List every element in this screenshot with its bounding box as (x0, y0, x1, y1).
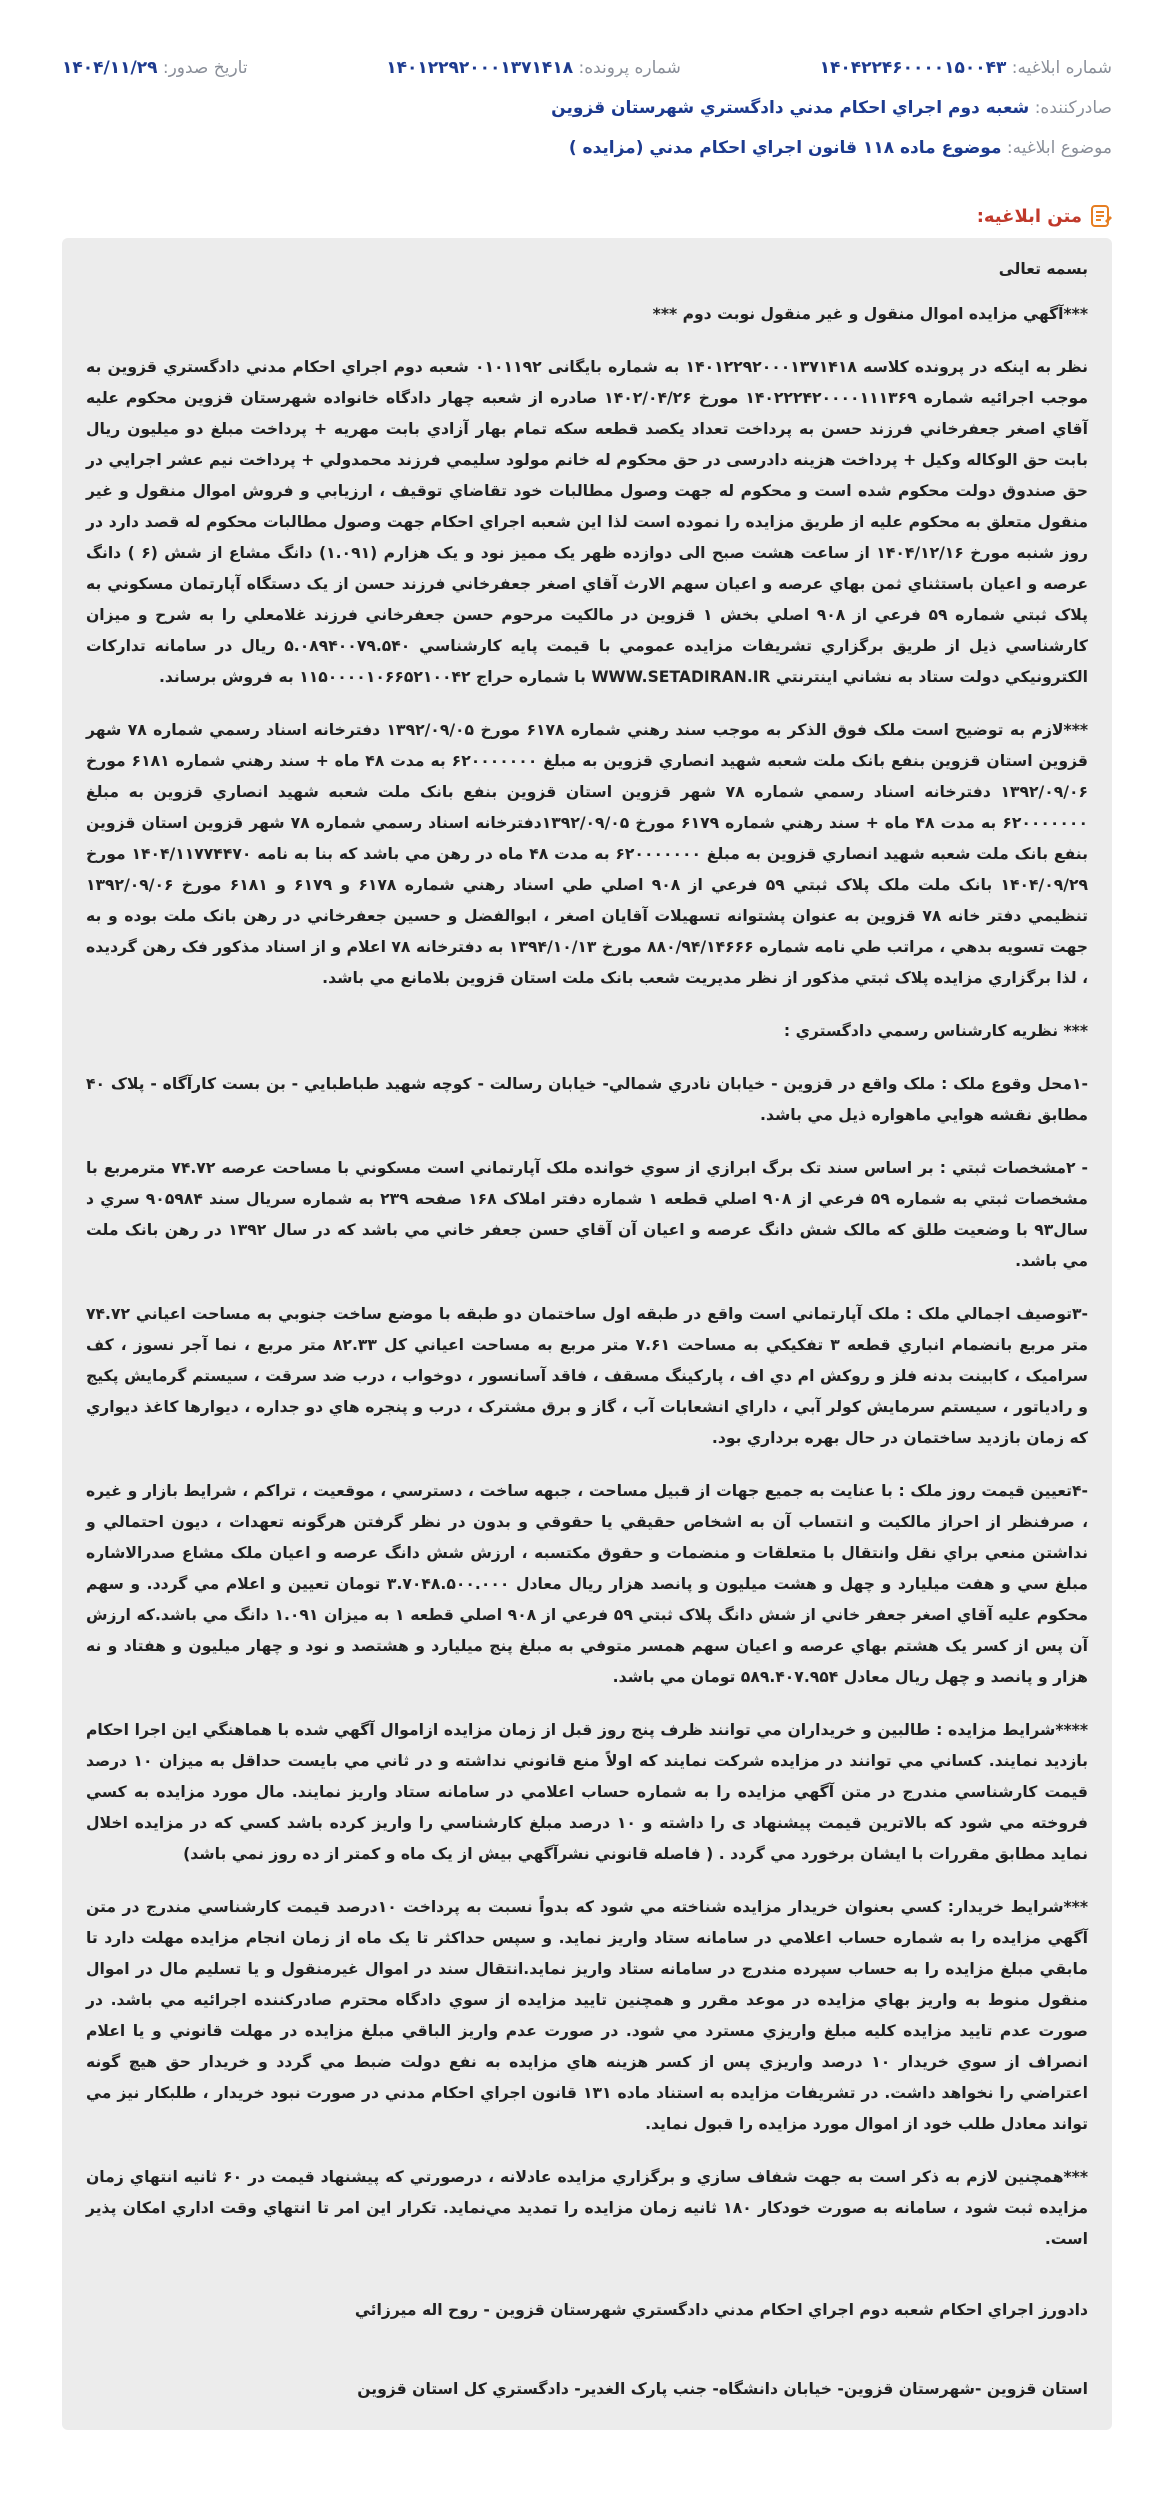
notice-paragraph: ***آگهي مزايده اموال منقول و غير منقول نوبت دوم *** (652, 305, 1088, 323)
notice-paragraph: ***لازم به توضيح است ملک فوق الذکر به موجب سند رهني شماره ۶۱۷۸ مورخ ۱۳۹۲/۰۹/۰۵ دفترخانه اسناد رسمي شماره ۷۸ شهر قزوين استان قزوين بنفع بانک ملت شعبه شهيد انصاري قزوين به مبلغ ۶۲۰۰۰۰۰۰۰ به مدت ۴۸ ماه + سند رهني شماره ۶۱۸۱ مورخ ۱۳۹۲/۰۹/۰۶ دفترخانه اسناد رسمي شماره ۷۸ شهر قزوين استان قزوين بنفع بانک ملت شعبه شهيد انصاري قزوين به مبلغ ۶۲۰۰۰۰۰۰۰ به مدت ۴۸ ماه + سند رهني شماره ۶۱۷۹ مورخ ۱۳۹۲/۰۹/۰۵دفترخانه اسناد رسمي شماره ۷۸ شهر قزوين استان قزوين بنفع بانک ملت شعبه شهيد انصاري قزوين به مبلغ ۶۲۰۰۰۰۰۰۰ به مدت ۴۸ ماه در رهن مي باشد که بنا به نامه ۱۴۰۴/۱۱۷۷۴۴۷۰ مورخ ۱۴۰۴/۰۹/۲۹ بانک ملت ملک پلاک ثبتي ۵۹ فرعي از ۹۰۸ اصلي طي اسناد رهني شماره ۶۱۷۸ و ۶۱۷۹ و ۶۱۸۱ مورخ ۱۳۹۲/۰۹/۰۶ تنظيمي دفتر خانه ۷۸ قزوين به عنوان پشتوانه تسهيلات آقايان اصغر ، ابوالفضل و حسين جعفرخاني در رهن بانک ملت بوده و به جهت تسويه بدهي ، مراتب طي نامه شماره ۸۸۰/۹۴/۱۴۶۶۶ مورخ ۱۳۹۴/۱۰/۱۳ به دفترخانه ۷۸ اعلام و از اسناد مذكور فک رهن گرديده ، لذا برگزاري مزايده پلاک ثبتي مذکور از نظر مديريت شعب بانک ملت استان قزوين بلامانع مي باشد. (86, 721, 1089, 987)
notice-paragraph: بسمه تعالی (998, 260, 1088, 278)
notice-paragraph: ***شرايط خريدار: كسي بعنوان خريدار مزايده شناخته مي شود كه بدواً نسبت به پرداخت ۱۰درصد قيمت كارشناسي مندرج در متن آگهي مزايده را به شماره حساب اعلامي در سامانه ستاد واريز نمايد. و سپس حداكثر تا يک ماه از زمان انجام مزايده مهلت دارد تا مابقي مبلغ مزايده را به حساب سپرده مندرج در سامانه ستاد واريز نمايد.انتقال سند در اموال غيرمنقول و يا تسليم مال در اموال منقول منوط به واريز بهاي مزايده در موعد مقرر و همچنين تاييد مزايده از سوي دادگاه محترم صادركننده اجرائيه مي باشد. در صورت عدم تاييد مزايده كليه مبلغ واريزي مسترد مي شود. در صورت عدم واريز الباقي مبلغ مزايده در مهلت قانوني و يا اعلام انصراف از سوي خريدار ۱۰ درصد واريزي پس از كسر هزينه هاي مزايده به نفع دولت ضبط مي گردد و خريدار حق هيچ گونه اعتراضي را نخواهد داشت. در تشريفات مزايده به استناد ماده ۱۳۱ قانون اجراي احكام مدني در صورت نبود خريدار ، طلبكار نيز مي تواند معادل طلب خود از اموال مورد مزايده را قبول نمايد. (86, 1898, 1089, 2133)
document-text-icon (1090, 204, 1112, 228)
notice-number-label: شماره ابلاغیه: (1011, 58, 1112, 78)
case-number-label: شماره پرونده: (578, 58, 681, 78)
subject (569, 138, 1112, 158)
meta-row-subject (62, 138, 1112, 178)
notice-heading (62, 204, 1112, 228)
case-number-value: ۱۴۰۱۲۲۹۲۰۰۰۱۳۷۱۴۱۸ (386, 58, 574, 78)
notice-paragraph: - ۲مشخصات ثبتي : بر اساس سند تک برگ ابرازي از سوي خوانده ملک آپارتماني است مسكوني با مساحت عرصه ۷۴.۷۲ مترمربع با مشخصات ثبتي به شماره ۵۹ فرعي از ۹۰۸ اصلي قطعه ۱ شماره دفتر املاک ۱۶۸ صفحه ۲۳۹ به شماره سريال سند ۹۰۵۹۸۴ سري د سال۹۳ با وضعيت طلق كه مالک شش دانگ عرصه و اعيان آن آقاي حسن جعفر خاني مي باشد كه در سال ۱۳۹۲ در رهن بانک ملت مي باشد. (86, 1159, 1089, 1270)
meta-row-issuer (62, 98, 1112, 138)
case-number (386, 58, 681, 78)
notice-number-value: ۱۴۰۴۲۲۴۶۰۰۰۰۱۵۰۰۴۳ (819, 58, 1007, 78)
notice-meta (62, 0, 1112, 178)
issue-date (62, 58, 248, 78)
notice-heading-label: متن ابلاغیه: (976, 205, 1082, 227)
notice-signature: دادورز اجراي احكام شعبه دوم اجراي احكام مدني دادگستري شهرستان قزوين - روح اله ميرزائي (354, 2301, 1088, 2319)
notice-paragraph: -۱محل وقوع ملک : ملک واقع در قزوين - خيابان نادري شمالي- خيابان رسالت - كوچه شهيد طباطبايي - بن بست كارآگاه - پلاک ۴۰ مطابق نقشه هوايي ماهواره ذيل مي باشد. (86, 1075, 1088, 1124)
notice-address: استان قزوين -شهرستان قزوين- خيابان دانشگاه- جنب پارک الغدير- دادگستري كل استان قزوين (357, 2380, 1088, 2398)
notice-paragraph: ****شرايط مزايده : طالبين و خريداران مي توانند ظرف پنج روز قبل از زمان مزايده ازاموال آگهي شده با هماهنگي اين اجرا احكام بازديد نمايند. كساني مي توانند در مزايده شركت نمايند كه اولاً منع قانوني نداشته و در ثاني مي بايست حداقل به ميزان ۱۰ درصد قيمت كارشناسي مندرج در متن آگهي مزايده را به شماره حساب اعلامي در سامانه ستاد واريز نمايند. مال مورد مزايده به كسي فروخته مي شود كه بالاترين قيمت پيشنهاد ی را داشته و ۱۰ درصد مبلغ كارشناسي را واريز كرده باشد كسي كه در مزايده اخلال نمايد مطابق مقررات با ايشان برخورد مي گردد . ( فاصله قانوني نشرآگهي بيش از يک ماه و كمتر از ده روز نمي باشد) (86, 1721, 1089, 1863)
notice-number (820, 58, 1112, 78)
notice-body (62, 238, 1112, 2430)
issue-date-value: ۱۴۰۴/۱۱/۲۹ (62, 58, 158, 78)
issue-date-label: تاریخ صدور: (162, 58, 248, 78)
notice-paragraph: -۳توصيف اجمالي ملک : ملک آپارتماني است واقع در طبقه اول ساختمان دو طبقه با موضع ساخت جنوبي به مساحت اعياني ۷۴.۷۲ متر مربع بانضمام انباري قطعه ۳ تفكيكي به مساحت ۷.۶۱ متر مربع به مساحت اعياني كل ۸۲.۳۳ متر مربع ، نما آجر نسوز ، كف سراميک ، كابينت بدنه فلز و روكش ام دي اف ، پاركينگ مسقف ، فاقد آسانسور ، دوخواب ، درب ضد سرقت ، سيستم گرمايش پكيج و رادياتور ، سيستم سرمايش كولر آبي ، داراي انشعابات آب ، گاز و برق مشترک ، درب و پنجره هاي دو جداره ، ديوارها كاغذ ديواري كه زمان بازديد ساختمان در حال بهره برداري بود. (86, 1305, 1088, 1447)
notice-paragraph: -۴تعيين قيمت روز ملک : با عنايت به جميع جهات از قبيل مساحت ، جبهه ساخت ، دسترسي ، موقعيت ، تراكم ، شرايط بازار و غيره ، صرفنظر از احراز مالكيت و انتساب آن به اشخاص حقيقي يا حقوقي و بدون در نظر گرفتن هرگونه تعهدات ، ديون احتمالي و نداشتن منعي براي نقل وانتقال با متعلقات و منضمات و حقوق مكتسبه ، ارزش شش دانگ عرصه و اعيان ملک مشاع صدرالاشاره مبلغ سي و هفت ميليارد و چهل و هشت ميليون و پانصد هزار ريال معادل ۳.۷۰۴۸.۵۰۰.۰۰۰ تومان تعيين و اعلام مي گردد. و سهم محكوم عليه آقاي اصغر جعفر خاني از شش دانگ پلاک ثبتي ۵۹ فرعي از ۹۰۸ اصلي قطعه ۱ به ميزان ۱.۰۹۱ دانگ مي باشد.كه ارزش آن پس از كسر يک هشتم بهاي عرصه و اعيان سهم همسر متوفي به مبلغ پنج ميليارد و هشتصد و نود و چهار ميليون و هفتاد و نه هزار و پانصد و چهل ريال معادل ۵۸۹.۴۰۷.۹۵۴ تومان مي باشد. (86, 1482, 1088, 1686)
subject-label: موضوع ابلاغیه: (1006, 138, 1112, 158)
issuer-value: شعبه دوم اجراي احكام مدني دادگستري شهرستان قزوين (551, 98, 1030, 118)
issuer-label: صادرکننده: (1034, 98, 1112, 118)
notice-paragraph: نظر به اينكه در پرونده كلاسه ۱۴۰۱۲۲۹۲۰۰۰۱۳۷۱۴۱۸ به شماره بایگانی ۰۱۰۱۱۹۲ شعبه دوم اجراي احكام مدني دادگستري قزوين به موجب اجرائيه شماره ۱۴۰۲۲۲۴۲۰۰۰۰۱۱۱۳۶۹ مورخ ۱۴۰۲/۰۴/۲۶ صادره از شعبه چهار دادگاه خانواده شهرستان قزوين محكوم عليه آقاي اصغر جعفرخاني فرزند حسن به پرداخت تعداد يكصد قطعه سكه تمام بهار آزادي بابت مهريه + پرداخت مبلغ دو ميليون ريال بابت حق الوكاله وكيل + پرداخت هزينه دادرسی در حق محكوم له خانم مولود سليمي فرزند محمدولي + پرداخت نيم عشر اجرايي در حق صندوق دولت محكوم شده است و محكوم له جهت وصول مطالبات خود تقاضاي توقيف ، ارزيابي و فروش اموال منقول و غير منقول متعلق به محكوم عليه از طريق مزايده را نموده است لذا اين شعبه اجراي احكام جهت وصول مطالبات محكوم له قصد دارد در روز شنبه مورخ ۱۴۰۴/۱۲/۱۶ از ساعت هشت صبح الی دوازده ظهر يک مميز نود و يک هزارم (۱.۰۹۱) دانگ مشاع از شش (۶ ) دانگ عرصه و اعيان باستثناي ثمن بهاي عرصه و اعيان سهم الارث آقاي اصغر جعفرخاني فرزند حسن از يک دستگاه آپارتمان مسكوني به پلاک ثبتي شماره ۵۹ فرعي از ۹۰۸ اصلي بخش ۱ قزوين در مالکيت مرحوم حسن جعفرخاني فرزند غلامعلي را به شرح و ميزان کارشناسي ذيل از طريق برگزاري تشريفات مزايده عمومي با قيمت پايه کارشناسي ۵.۰۸۹۴۰۰۷۹.۵۴۰ ريال در سامانه تدارکات الکترونيکي دولت ستاد به نشاني اينترنتي WWW.SETADIRAN.IR با شماره حراج ۱۱۵۰۰۰۰۱۰۶۶۵۲۱۰۰۴۲ به فروش برساند. (86, 358, 1088, 686)
notice-paragraph: ***همچنين لازم به ذكر است به جهت شفاف سازي و برگزاري مزايده عادلانه ، درصورتي كه پيشنهاد قيمت در ۶۰ ثانيه انتهاي زمان مزايده ثبت شود ، سامانه به صورت خودكار ۱۸۰ ثانيه زمان مزايده را تمديد مي‌نمايد. تكرار اين امر تا انتهاي وقت اداري امكان پذير است. (86, 2168, 1088, 2248)
issuer (551, 98, 1112, 118)
meta-row-numbers (62, 58, 1112, 98)
notice-paragraph: *** نظريه كارشناس رسمي دادگستري : (783, 1022, 1088, 1040)
subject-value: موضوع ماده ۱۱۸ قانون اجراي احكام مدني (مزايده ) (568, 138, 1002, 158)
